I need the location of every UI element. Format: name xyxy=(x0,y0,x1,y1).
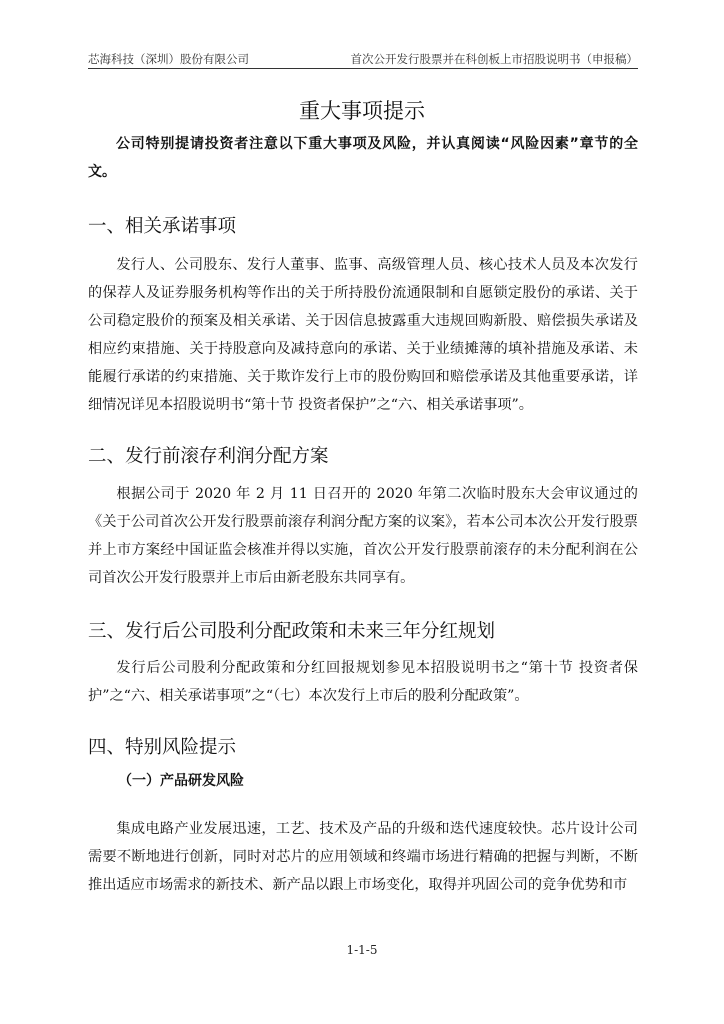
intro-paragraph: 公司特别提请投资者注意以下重大事项及风险，并认真阅读“风险因素”章节的全文。 xyxy=(88,136,638,180)
section-2-heading: 二、发行前滚存利润分配方案 xyxy=(88,446,329,467)
page-title: 重大事项提示 xyxy=(299,99,425,123)
section-2-body: 根据公司于 2020 年 2 月 11 日召开的 2020 年第二次临时股东大会审议通过的《关于公司首次公开发行股票前滚存利润分配方案的议案》，若本公司本次公开发行股票并上市方案经中国证监会核准并得以实施，首次公开发行股票前滚存的未分配利润在公司首次公开发行股票并上市后由新老股东共同享有。 xyxy=(88,486,638,586)
page-header xyxy=(88,50,638,69)
section-4-heading: 四、特别风险提示 xyxy=(88,737,237,758)
section-1-heading: 一、相关承诺事项 xyxy=(88,216,237,237)
header-company-name: 芯海科技（深圳）股份有限公司 xyxy=(88,52,249,66)
section-3-heading: 三、发行后公司股利分配政策和未来三年分红规划 xyxy=(88,621,496,642)
header-document-name: 首次公开发行股票并在科创板上市招股说明书（申报稿） xyxy=(350,52,638,66)
section-3-body: 发行后公司股利分配政策和分红回报规划参见本招股说明书之“第十节 投资者保护”之“六、相关承诺事项”之“（七）本次发行上市后的股利分配政策”。 xyxy=(88,660,638,704)
page-number: 1-1-5 xyxy=(346,943,378,957)
section-4-subheading: （一）产品研发风险 xyxy=(118,773,244,789)
section-4-body: 集成电路产业发展迅速，工艺、技术及产品的升级和迭代速度较快。芯片设计公司需要不断地进行创新，同时对芯片的应用领域和终端市场进行精确的把握与判断，不断推出适应市场需求的新技术、新产品以跟上市场变化，取得并巩固公司的竞争优势和市 xyxy=(88,821,638,893)
section-1-body: 发行人、公司股东、发行人董事、监事、高级管理人员、核心技术人员及本次发行的保荐人及证券服务机构等作出的关于所持股份流通限制和自愿锁定股份的承诺、关于公司稳定股价的预案及相关承诺、关于因信息披露重大违规回购新股、赔偿损失承诺及相应约束措施、关于持股意向及减持意向的承诺、关于业绩摊薄的填补措施及承诺、未能履行承诺的约束措施、关于欺诈发行上市的股份购回和赔偿承诺及其他重要承诺，详细情况详见本招股说明书“第十节 投资者保护”之“六、相关承诺事项”。 xyxy=(88,257,638,413)
